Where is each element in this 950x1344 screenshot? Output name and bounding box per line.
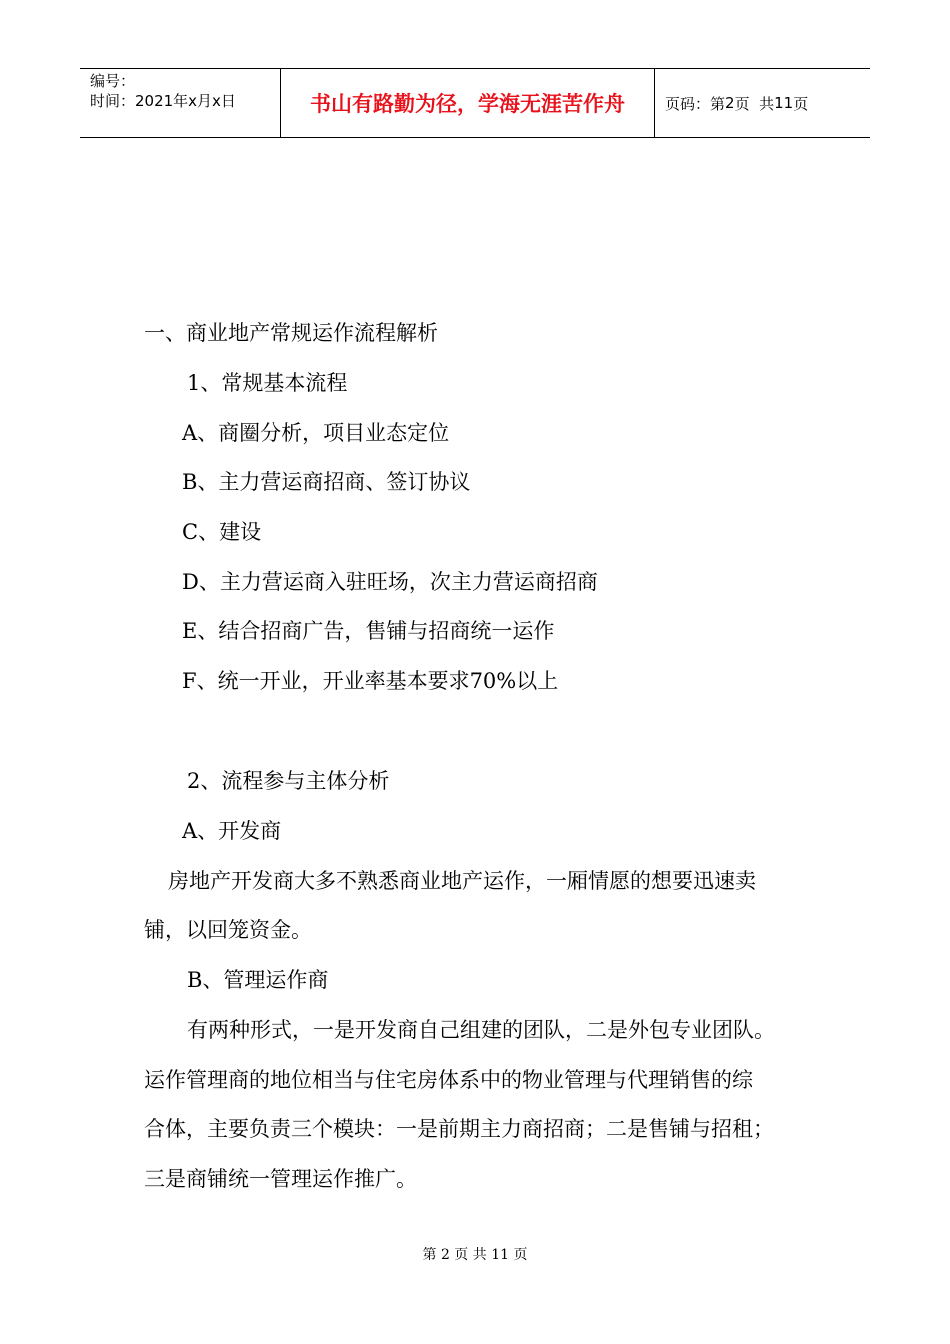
header-page-number: [655, 69, 870, 137]
paragraph-line: 运作管理商的地位相当与住宅房体系中的物业管理与代理销售的综: [144, 1068, 753, 1092]
list-item: A、商圈分析，项目业态定位: [182, 421, 450, 445]
page-footer: 第 2 页 共 11 页: [422, 1247, 528, 1263]
paragraph-line: 三是商铺统一管理运作推广。: [144, 1167, 417, 1191]
page-prefix: 页码：第: [665, 94, 726, 113]
header-info-cell: [80, 69, 281, 137]
list-item: B、主力营运商招商、签订协议: [182, 470, 471, 494]
page-total: 11: [774, 94, 794, 112]
subsection-heading: 1、常规基本流程: [187, 371, 348, 395]
list-item: C、建设: [182, 520, 262, 544]
page-header: [80, 68, 870, 138]
list-item: D、主力营运商入驻旺场，次主力营运商招商: [182, 570, 598, 594]
section-heading: 一、商业地产常规运作流程解析: [144, 321, 438, 345]
list-item: A、开发商: [182, 819, 282, 843]
page-current: 2: [725, 94, 735, 112]
list-item: F、统一开业，开业率基本要求70%以上: [182, 669, 559, 693]
paragraph-line: 铺，以回笼资金。: [144, 918, 312, 942]
header-motto: 书山有路勤为径，学海无涯苦作舟: [281, 69, 655, 137]
document-code-label: 编号：: [90, 72, 136, 90]
paragraph-line: 房地产开发商大多不熟悉商业地产运作，一厢情愿的想要迅速卖: [168, 869, 756, 893]
list-item: E、结合招商广告，售铺与招商统一运作: [182, 619, 555, 643]
subsection-heading: 2、流程参与主体分析: [187, 769, 390, 793]
document-date-label: 时间：2021年x月x日: [90, 92, 236, 110]
paragraph-line: 合体，主要负责三个模块：一是前期主力商招商；二是售铺与招租；: [144, 1117, 774, 1141]
paragraph-line: 有两种形式，一是开发商自己组建的团队，二是外包专业团队。: [187, 1018, 775, 1042]
list-item: B、管理运作商: [187, 968, 329, 992]
page-mid: 页 共: [734, 94, 775, 113]
page-suffix: 页: [793, 94, 809, 113]
